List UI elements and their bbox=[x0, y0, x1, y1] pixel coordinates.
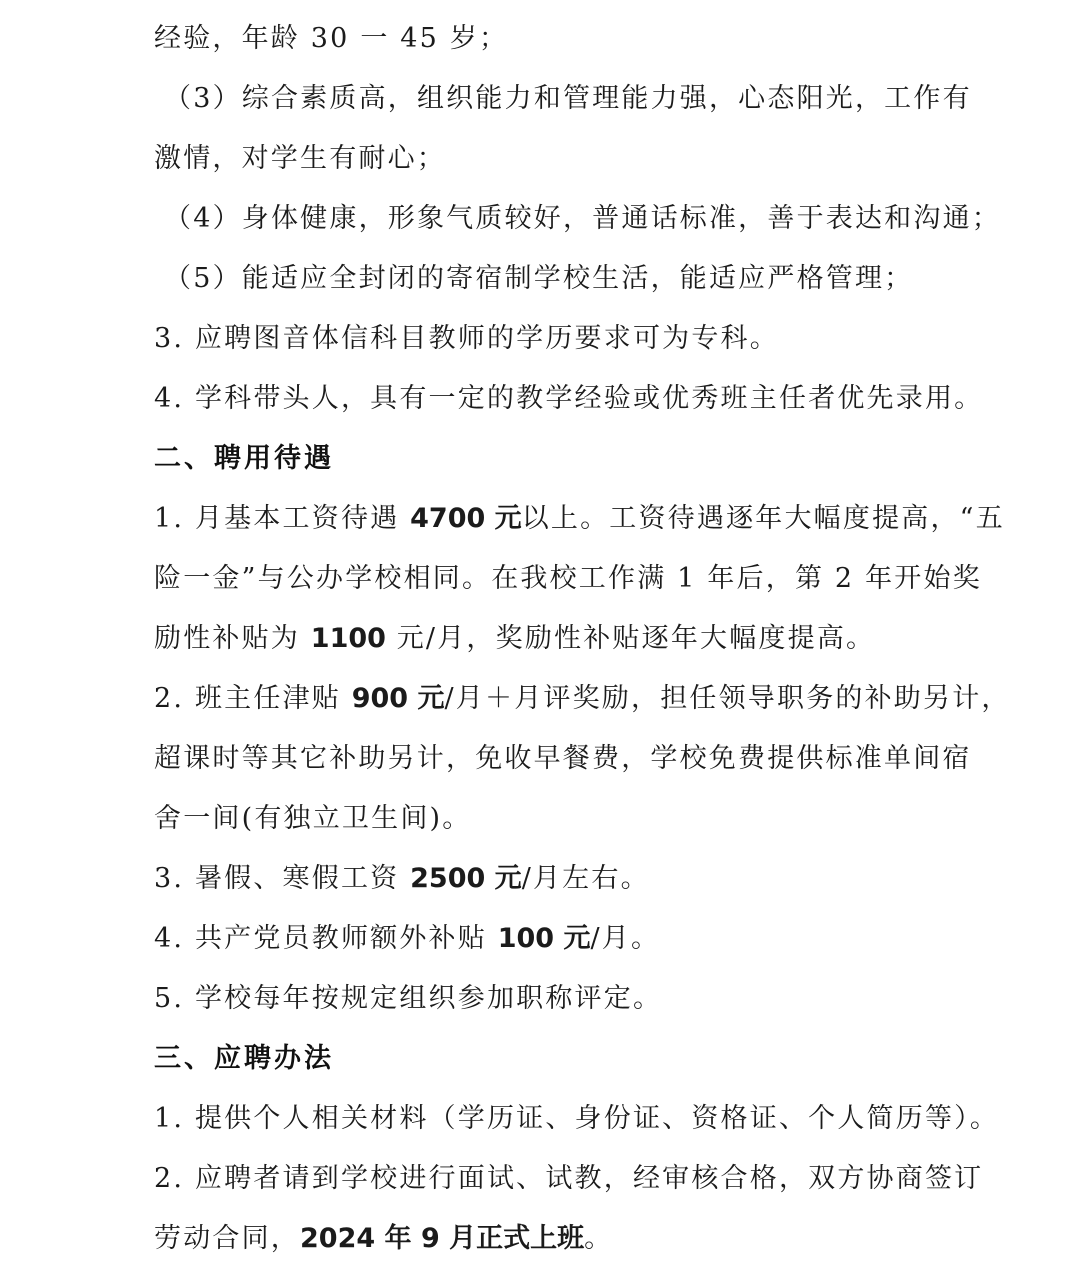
subsidy-amount: 1100 bbox=[310, 623, 386, 654]
item-3-line: 3. 应聘图音体信科目教师的学历要求可为专科。 bbox=[154, 323, 779, 354]
section-heading-application: 三、应聘办法 bbox=[154, 1043, 334, 1074]
vacation-pay-line bbox=[154, 859, 954, 899]
start-date-line bbox=[154, 1219, 954, 1259]
paragraph-line: 经验，年龄 30 一 45 岁； bbox=[154, 23, 509, 54]
vacation-pay-amount: 2500 元 bbox=[410, 863, 522, 894]
requirement-5-line: （5）能适应全封闭的寄宿制学校生活，能适应严格管理； bbox=[164, 263, 914, 294]
start-date: 2024 年 9 月正式上班 bbox=[300, 1223, 585, 1254]
allowance-line bbox=[154, 679, 1011, 719]
item-4-line: 4. 学科带头人，具有一定的教学经验或优秀班主任者优先录用。 bbox=[154, 383, 984, 414]
text-span: 2. 班主任津贴 bbox=[154, 683, 352, 714]
text-span: /月。 bbox=[590, 923, 661, 954]
application-item-1-line: 1. 提供个人相关材料（学历证、身份证、资格证、个人简历等）。 bbox=[154, 1103, 1000, 1134]
text-span: /月＋月评奖励，担任领导职务的补助另计， bbox=[444, 683, 1011, 714]
text-span: 元/月，奖励性补贴逐年大幅度提高。 bbox=[385, 623, 876, 654]
text-span: 励性补贴为 bbox=[154, 623, 311, 654]
text-span: 3. 暑假、寒假工资 bbox=[154, 863, 411, 894]
item-5-line: 5. 学校每年按规定组织参加职称评定。 bbox=[154, 983, 663, 1014]
text-span: 4. 共产党员教师额外补贴 bbox=[154, 923, 498, 954]
requirement-3-line: （3）综合素质高，组织能力和管理能力强，心态阳光，工作有 bbox=[164, 83, 972, 114]
subsidy-line bbox=[154, 619, 954, 659]
text-span: 以上。工资待遇逐年大幅度提高，“五 bbox=[521, 503, 1005, 534]
text-span: 。 bbox=[584, 1223, 614, 1254]
text-span: 劳动合同， bbox=[154, 1223, 300, 1254]
section-heading-treatment: 二、聘用待遇 bbox=[154, 443, 334, 474]
paragraph-line: 超课时等其它补助另计，免收早餐费，学校免费提供标准单间宿 bbox=[154, 743, 972, 774]
paragraph-line: 激情，对学生有耐心； bbox=[154, 143, 446, 174]
salary-line bbox=[154, 499, 1005, 539]
paragraph-line: 舍一间(有独立卫生间)。 bbox=[154, 803, 472, 834]
application-item-2-line: 2. 应聘者请到学校进行面试、试教，经审核合格，双方协商签订 bbox=[154, 1163, 984, 1194]
text-span: /月左右。 bbox=[521, 863, 650, 894]
party-subsidy-amount: 100 元 bbox=[497, 923, 591, 954]
paragraph-line: 险一金”与公办学校相同。在我校工作满 1 年后，第 2 年开始奖 bbox=[154, 563, 982, 594]
requirement-4-line: （4）身体健康，形象气质较好，普通话标准，善于表达和沟通； bbox=[164, 203, 1001, 234]
salary-amount: 4700 元 bbox=[410, 503, 522, 534]
party-subsidy-line bbox=[154, 919, 954, 959]
text-span: 1. 月基本工资待遇 bbox=[154, 503, 411, 534]
allowance-amount: 900 元 bbox=[351, 683, 445, 714]
